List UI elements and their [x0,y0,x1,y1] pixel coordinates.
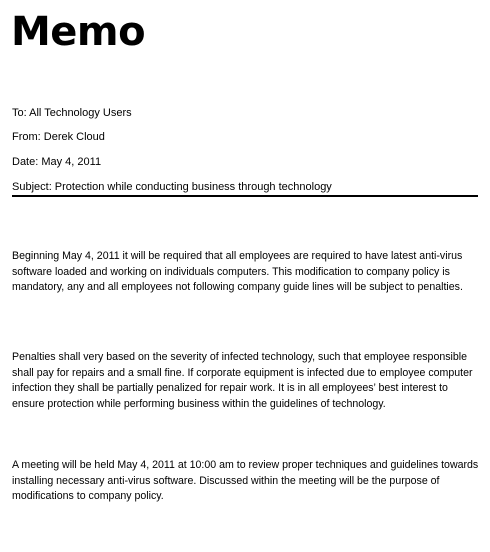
header-divider [12,195,478,197]
memo-title: Memo [11,9,146,55]
body-paragraph-meeting: A meeting will be held May 4, 2011 at 10:00 am to review proper techniques and guidelines towards installing necessary anti-virus software. Discussed within the meeting will be the purpose of modifications to company policy. [12,459,479,503]
body-paragraph-penalties: Penalties shall very based on the severity of infected technology, such that employee responsible shall pay for repairs and a small fine. If corporate equipment is infected due to employee computer infection they shall be partially penalized for repair work. It is in all employees’ best interest to ensure protection while performing business within the guidelines of technology. [12,351,473,410]
from-line: From: Derek Cloud [12,131,105,143]
date-line: Date: May 4, 2011 [12,156,102,168]
to-line: To: All Technology Users [12,107,132,119]
body-paragraph-requirement: Beginning May 4, 2011 it will be required that all employees are required to have latest anti-virus software loaded and working on individuals computers. This modification to company policy is mandatory, any and all employees not following company guide lines will be subject to penalties. [12,250,463,294]
subject-line: Subject: Protection while conducting business through technology [12,181,332,193]
